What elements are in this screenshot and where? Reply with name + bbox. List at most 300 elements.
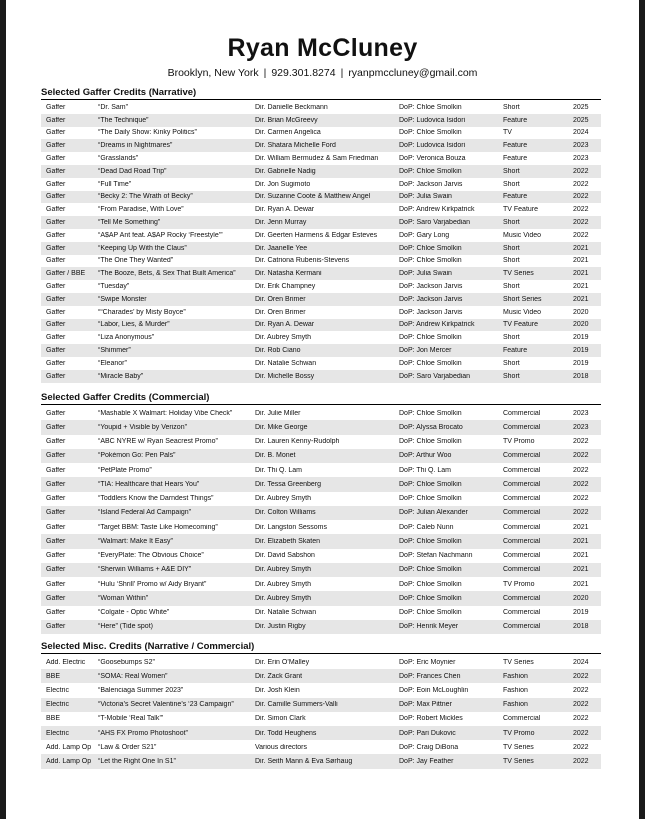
- credit-director: Dir. William Bermudez & Sam Friedman: [255, 155, 379, 163]
- credit-year: 2023: [573, 142, 589, 150]
- credit-type: Feature: [503, 155, 528, 163]
- credit-title: “Shimmer”: [98, 347, 131, 355]
- credit-dop: DoP: Chloe Smolkin: [399, 495, 462, 503]
- credit-director: Dir. Aubrey Smyth: [255, 566, 312, 574]
- credit-type: Short: [503, 372, 520, 380]
- credit-year: 2022: [573, 715, 589, 723]
- credit-year: 2019: [573, 347, 589, 355]
- credit-role: Add. Lamp Op: [46, 743, 92, 751]
- credit-type: TV Promo: [503, 580, 535, 588]
- section-title: Selected Gaffer Credits (Commercial): [41, 392, 601, 405]
- credit-dop: DoP: Chloe Smolkin: [399, 438, 462, 446]
- credit-year: 2022: [573, 757, 589, 765]
- credit-director: Dir. Carmen Angelica: [255, 129, 321, 137]
- credit-dop: DoP: Jackson Jarvis: [399, 180, 463, 188]
- credit-director: Dir. Gabrielle Nadig: [255, 167, 316, 175]
- credit-role: Gaffer: [46, 283, 66, 291]
- credit-type: Feature: [503, 116, 528, 124]
- credits-table: [41, 655, 601, 769]
- credit-title: “Here” (Tide spot): [98, 623, 153, 631]
- credit-year: 2025: [573, 116, 589, 124]
- credit-dop: DoP: Frances Chen: [399, 672, 461, 680]
- table-row: [41, 127, 601, 140]
- credit-year: 2022: [573, 743, 589, 751]
- credit-type: Commercial: [503, 609, 541, 617]
- credit-dop: DoP: Julia Swain: [399, 270, 452, 278]
- table-row: [41, 293, 601, 306]
- credit-director: Dir. Ryan A. Dewar: [255, 321, 315, 329]
- credit-director: Dir. Danielle Beckmann: [255, 103, 328, 111]
- credit-dop: DoP: Andrew Kirkpatrick: [399, 206, 475, 214]
- credit-dop: DoP: Chloe Smolkin: [399, 566, 462, 574]
- credit-type: Commercial: [503, 523, 541, 531]
- table-row: [41, 449, 601, 463]
- table-row: [41, 463, 601, 477]
- credit-type: Commercial: [503, 452, 541, 460]
- credit-title: “Law & Order S21”: [98, 743, 157, 751]
- section-title: Selected Misc. Credits (Narrative / Commercial): [41, 641, 601, 654]
- credit-title: “The One They Wanted”: [98, 257, 174, 265]
- credit-dop: DoP: Jay Feather: [399, 757, 454, 765]
- credit-type: Feature: [503, 347, 528, 355]
- credit-title: “Full Time”: [98, 180, 132, 188]
- credit-dop: DoP: Julian Alexander: [399, 509, 468, 517]
- credit-type: Commercial: [503, 423, 541, 431]
- credit-dop: DoP: Jackson Jarvis: [399, 308, 463, 316]
- credit-role: Gaffer: [46, 231, 66, 239]
- credit-role: Gaffer: [46, 580, 66, 588]
- resume-page: [6, 0, 639, 819]
- section-narrative: [41, 87, 601, 383]
- table-row: [41, 203, 601, 216]
- credit-title: “From Paradise, With Love”: [98, 206, 184, 214]
- credit-title: “The Technique”: [98, 116, 149, 124]
- credit-director: Dir. Langston Sessoms: [255, 523, 327, 531]
- table-row: [41, 683, 601, 697]
- credit-title: “Keeping Up With the Claus”: [98, 244, 187, 252]
- credit-title: “Tuesday”: [98, 283, 130, 291]
- credit-dop: DoP: Chloe Smolkin: [399, 334, 462, 342]
- credit-type: Commercial: [503, 409, 541, 417]
- credit-year: 2022: [573, 438, 589, 446]
- credit-title: “Hulu ‘Shrill’ Promo w/ Aidy Bryant”: [98, 580, 207, 588]
- credit-director: Dir. Michelle Bossy: [255, 372, 315, 380]
- table-row: [41, 406, 601, 420]
- credit-role: Electric: [46, 701, 69, 709]
- credit-title: “Becky 2: The Wrath of Becky”: [98, 193, 193, 201]
- credit-role: Gaffer: [46, 321, 66, 329]
- credit-director: Dir. Oren Brimer: [255, 295, 306, 303]
- credit-role: Gaffer: [46, 347, 66, 355]
- credit-dop: DoP: Chloe Smolkin: [399, 480, 462, 488]
- credit-role: Gaffer: [46, 103, 66, 111]
- location: Brooklyn, New York: [167, 67, 259, 79]
- credits-table: [41, 101, 601, 383]
- credit-role: Gaffer: [46, 257, 66, 265]
- contact-line: [6, 67, 639, 79]
- credit-year: 2022: [573, 167, 589, 175]
- section-misc: [41, 641, 601, 769]
- credit-director: Dir. Erin O’Malley: [255, 658, 310, 666]
- table-row: [41, 344, 601, 357]
- credit-dop: DoP: Pari Dukovic: [399, 729, 456, 737]
- credit-year: 2019: [573, 359, 589, 367]
- credit-type: TV Series: [503, 270, 534, 278]
- credit-title: “Tell Me Something”: [98, 219, 161, 227]
- table-row: [41, 563, 601, 577]
- table-row: [41, 506, 601, 520]
- credit-type: Short: [503, 257, 520, 265]
- credit-type: Commercial: [503, 537, 541, 545]
- credit-year: 2021: [573, 523, 589, 531]
- credit-year: 2022: [573, 231, 589, 239]
- credit-role: Gaffer: [46, 423, 66, 431]
- credit-role: Gaffer: [46, 219, 66, 227]
- credit-title: “Colgate - Optic White”: [98, 609, 170, 617]
- table-row: [41, 477, 601, 491]
- credit-director: Dir. Jaanelle Yee: [255, 244, 308, 252]
- credit-title: “Miracle Baby”: [98, 372, 144, 380]
- credit-year: 2019: [573, 609, 589, 617]
- credit-year: 2022: [573, 206, 589, 214]
- credit-director: Dir. Aubrey Smyth: [255, 495, 312, 503]
- credit-role: Gaffer / BBE: [46, 270, 86, 278]
- credit-director: Dir. Catriona Rubenis-Stevens: [255, 257, 350, 265]
- credit-year: 2022: [573, 729, 589, 737]
- table-row: [41, 357, 601, 370]
- credit-role: Gaffer: [46, 334, 66, 342]
- credit-type: Short: [503, 244, 520, 252]
- table-row: [41, 216, 601, 229]
- separator: |: [340, 67, 344, 79]
- credit-role: Gaffer: [46, 509, 66, 517]
- credit-dop: DoP: Arthur Woo: [399, 452, 452, 460]
- credit-director: Dir. Josh Klein: [255, 686, 300, 694]
- credit-dop: DoP: Caleb Nunn: [399, 523, 454, 531]
- credit-year: 2021: [573, 295, 589, 303]
- table-row: [41, 712, 601, 726]
- credit-dop: DoP: Andrew Kirkpatrick: [399, 321, 475, 329]
- credit-title: “Woman Within”: [98, 594, 149, 602]
- credit-role: Gaffer: [46, 129, 66, 137]
- credit-director: Dir. Todd Heughens: [255, 729, 317, 737]
- separator: |: [263, 67, 267, 79]
- credit-title: “Balenciaga Summer 2023”: [98, 686, 184, 694]
- table-row: [41, 280, 601, 293]
- credit-director: Dir. Erik Champney: [255, 283, 316, 291]
- credit-year: 2020: [573, 594, 589, 602]
- credit-title: “Target BBM: Taste Like Homecoming”: [98, 523, 218, 531]
- credit-dop: DoP: Stefan Nachmann: [399, 552, 473, 560]
- credit-role: Gaffer: [46, 452, 66, 460]
- credit-year: 2020: [573, 321, 589, 329]
- credit-type: Short: [503, 103, 520, 111]
- credit-role: Gaffer: [46, 308, 66, 316]
- credit-dop: DoP: Chloe Smolkin: [399, 580, 462, 588]
- credit-director: Dir. Brian McGreevy: [255, 116, 318, 124]
- credit-title: “Grasslands”: [98, 155, 139, 163]
- credit-year: 2024: [573, 658, 589, 666]
- credit-year: 2022: [573, 466, 589, 474]
- email[interactable]: ryanpmccluney@gmail.com: [348, 67, 478, 79]
- credit-dop: DoP: Veronica Bouza: [399, 155, 466, 163]
- credit-director: Dir. Suzanne Coote & Matthew Angel: [255, 193, 371, 201]
- credit-role: Gaffer: [46, 295, 66, 303]
- credit-role: BBE: [46, 715, 61, 723]
- credit-type: Commercial: [503, 715, 541, 723]
- credit-type: Short: [503, 334, 520, 342]
- credit-year: 2024: [573, 129, 589, 137]
- credit-role: Gaffer: [46, 359, 66, 367]
- credit-year: 2022: [573, 219, 589, 227]
- credit-type: Short: [503, 167, 520, 175]
- credit-role: Gaffer: [46, 116, 66, 124]
- table-row: [41, 606, 601, 620]
- phone: 929.301.8274: [271, 67, 336, 79]
- credit-director: Dir. David Sabshon: [255, 552, 315, 560]
- table-row: [41, 255, 601, 268]
- credit-type: Commercial: [503, 466, 541, 474]
- credit-role: Gaffer: [46, 155, 66, 163]
- resume-name: Ryan McCluney: [227, 34, 418, 62]
- credit-title: “Goosebumps S2”: [98, 658, 155, 666]
- credit-dop: DoP: Chloe Smolkin: [399, 409, 462, 417]
- table-row: [41, 306, 601, 319]
- table-row: [41, 620, 601, 634]
- credit-director: Dir. Natalie Schwan: [255, 609, 317, 617]
- table-row: [41, 435, 601, 449]
- table-row: [41, 754, 601, 768]
- credit-director: Dir. Justin Rigby: [255, 623, 306, 631]
- credit-type: TV Promo: [503, 438, 535, 446]
- credit-year: 2021: [573, 283, 589, 291]
- credit-title: “EveryPlate: The Obvious Choice”: [98, 552, 204, 560]
- credit-year: 2022: [573, 180, 589, 188]
- credit-director: Dir. Camille Summers-Valli: [255, 701, 338, 709]
- credit-year: 2025: [573, 103, 589, 111]
- credit-year: 2018: [573, 623, 589, 631]
- credit-title: “Sherwin Williams + A&E DIY”: [98, 566, 192, 574]
- credit-role: Gaffer: [46, 167, 66, 175]
- table-row: [41, 420, 601, 434]
- credit-year: 2022: [573, 509, 589, 517]
- credit-dop: DoP: Eoin McLoughlin: [399, 686, 469, 694]
- table-row: [41, 319, 601, 332]
- table-row: [41, 229, 601, 242]
- table-row: [41, 101, 601, 114]
- credit-dop: DoP: Thi Q. Lam: [399, 466, 452, 474]
- credit-title: “Island Federal Ad Campaign”: [98, 509, 191, 517]
- credit-title: “Labor, Lies, & Murder”: [98, 321, 170, 329]
- credit-type: TV Series: [503, 743, 534, 751]
- credit-director: Dir. B. Monet: [255, 452, 296, 460]
- credit-type: Short: [503, 180, 520, 188]
- credit-type: Commercial: [503, 509, 541, 517]
- credit-type: Commercial: [503, 623, 541, 631]
- credit-dop: DoP: Jackson Jarvis: [399, 283, 463, 291]
- credit-type: Short Series: [503, 295, 542, 303]
- credit-role: Gaffer: [46, 623, 66, 631]
- table-row: [41, 331, 601, 344]
- credit-title: “Liza Anonymous”: [98, 334, 155, 342]
- credit-role: Gaffer: [46, 566, 66, 574]
- credit-director: Dir. Seith Mann & Eva Sørhaug: [255, 757, 353, 765]
- credit-role: Add. Lamp Op: [46, 757, 92, 765]
- credit-role: BBE: [46, 672, 61, 680]
- credit-title: “PetPlate Promo”: [98, 466, 152, 474]
- credit-director: Dir. Zack Grant: [255, 672, 303, 680]
- credit-year: 2022: [573, 480, 589, 488]
- credit-type: TV Series: [503, 757, 534, 765]
- credit-role: Electric: [46, 686, 69, 694]
- credit-type: Commercial: [503, 480, 541, 488]
- credit-dop: DoP: Jackson Jarvis: [399, 295, 463, 303]
- credit-type: Commercial: [503, 566, 541, 574]
- credit-role: Electric: [46, 729, 69, 737]
- credit-dop: DoP: Robert Mickles: [399, 715, 463, 723]
- table-row: [41, 152, 601, 165]
- credit-title: “ABC NYRE w/ Ryan Seacrest Promo”: [98, 438, 218, 446]
- credits-table: [41, 406, 601, 634]
- credit-type: TV Promo: [503, 729, 535, 737]
- credit-dop: DoP: Craig DiBona: [399, 743, 459, 751]
- credit-role: Gaffer: [46, 594, 66, 602]
- credit-type: Feature: [503, 193, 528, 201]
- credit-title: “Dreams in Nightmares”: [98, 142, 173, 150]
- credit-dop: DoP: Saro Varjabedian: [399, 372, 471, 380]
- credit-dop: DoP: Chloe Smolkin: [399, 167, 462, 175]
- table-row: [41, 267, 601, 280]
- credit-title: “Youpid + Visible by Verizon”: [98, 423, 187, 431]
- credit-director: Dir. Lauren Kenny-Rudolph: [255, 438, 340, 446]
- credit-type: TV: [503, 129, 512, 137]
- table-row: [41, 669, 601, 683]
- credit-dop: DoP: Alyssa Brocato: [399, 423, 463, 431]
- credit-type: Short: [503, 219, 520, 227]
- credit-year: 2020: [573, 308, 589, 316]
- credit-year: 2021: [573, 580, 589, 588]
- credit-year: 2018: [573, 372, 589, 380]
- section-commercial: [41, 392, 601, 634]
- credit-director: Dir. Shatara Michelle Ford: [255, 142, 336, 150]
- credit-director: Dir. Natalie Schwan: [255, 359, 317, 367]
- credit-year: 2022: [573, 686, 589, 694]
- credit-role: Gaffer: [46, 180, 66, 188]
- credit-dop: DoP: Jon Mercer: [399, 347, 452, 355]
- credit-role: Gaffer: [46, 480, 66, 488]
- credit-director: Dir. Jenn Murray: [255, 219, 307, 227]
- table-row: [41, 534, 601, 548]
- credit-title: ““Charades’ by Misty Boyce”: [98, 308, 186, 316]
- credit-year: 2021: [573, 257, 589, 265]
- credit-year: 2022: [573, 701, 589, 709]
- credit-type: Short: [503, 359, 520, 367]
- credit-role: Gaffer: [46, 409, 66, 417]
- credit-title: “T-Mobile ‘Real Talk’”: [98, 715, 164, 723]
- table-row: [41, 242, 601, 255]
- credit-role: Gaffer: [46, 193, 66, 201]
- credit-title: “Swipe Monster: [98, 295, 147, 303]
- table-row: [41, 591, 601, 605]
- credit-title: “Eleanor”: [98, 359, 127, 367]
- credit-director: Various directors: [255, 743, 308, 751]
- credit-type: Commercial: [503, 594, 541, 602]
- credit-dop: DoP: Chloe Smolkin: [399, 359, 462, 367]
- credit-dop: DoP: Chloe Smolkin: [399, 537, 462, 545]
- table-row: [41, 114, 601, 127]
- credit-role: Gaffer: [46, 142, 66, 150]
- section-title: Selected Gaffer Credits (Narrative): [41, 87, 601, 100]
- credit-dop: DoP: Julia Swain: [399, 193, 452, 201]
- credit-type: TV Feature: [503, 206, 539, 214]
- credit-director: Dir. Geerten Harmens & Edgar Esteves: [255, 231, 378, 239]
- credit-director: Dir. Rob Ciano: [255, 347, 301, 355]
- credit-title: “Mashable X Walmart: Holiday Vibe Check”: [98, 409, 233, 417]
- credit-director: Dir. Jon Sugimoto: [255, 180, 311, 188]
- table-row: [41, 178, 601, 191]
- credit-dop: DoP: Chloe Smolkin: [399, 257, 462, 265]
- credit-dop: DoP: Ludovica Isidori: [399, 142, 466, 150]
- credit-role: Gaffer: [46, 244, 66, 252]
- credit-director: Dir. Tessa Greenberg: [255, 480, 322, 488]
- credit-director: Dir. Elizabeth Skaten: [255, 537, 320, 545]
- credit-dop: DoP: Henrik Meyer: [399, 623, 459, 631]
- credit-dop: DoP: Ludovica Isidori: [399, 116, 466, 124]
- credit-type: Commercial: [503, 552, 541, 560]
- credit-year: 2019: [573, 334, 589, 342]
- credit-year: 2022: [573, 452, 589, 460]
- table-row: [41, 520, 601, 534]
- credit-title: “The Booze, Bets, & Sex That Built America”: [98, 270, 236, 278]
- credit-dop: DoP: Gary Long: [399, 231, 450, 239]
- credit-dop: DoP: Chloe Smolkin: [399, 129, 462, 137]
- credit-director: Dir. Thi Q. Lam: [255, 466, 302, 474]
- credit-title: “Dead Dad Road Trip”: [98, 167, 167, 175]
- credit-year: 2023: [573, 423, 589, 431]
- credit-title: “A$AP Ant feat. A$AP Rocky ‘Freestyle’”: [98, 231, 223, 239]
- credit-type: Music Video: [503, 231, 542, 239]
- credit-type: Fashion: [503, 686, 528, 694]
- table-row: [41, 549, 601, 563]
- credit-type: Feature: [503, 142, 528, 150]
- table-row: [41, 698, 601, 712]
- credit-director: Dir. Simon Clark: [255, 715, 306, 723]
- credit-year: 2021: [573, 566, 589, 574]
- credit-role: Gaffer: [46, 552, 66, 560]
- table-row: [41, 577, 601, 591]
- table-row: [41, 370, 601, 383]
- credit-dop: DoP: Eric Moynier: [399, 658, 456, 666]
- credit-director: Dir. Natasha Kermani: [255, 270, 322, 278]
- credit-role: Gaffer: [46, 495, 66, 503]
- credit-title: “SOMA: Real Women”: [98, 672, 168, 680]
- credit-director: Dir. Oren Brimer: [255, 308, 306, 316]
- credit-role: Gaffer: [46, 206, 66, 214]
- credit-title: “The Daily Show: Kinky Politics”: [98, 129, 197, 137]
- credit-type: TV Series: [503, 658, 534, 666]
- credit-type: Music Video: [503, 308, 542, 316]
- credit-type: Short: [503, 283, 520, 291]
- credit-year: 2021: [573, 552, 589, 560]
- table-row: [41, 726, 601, 740]
- table-row: [41, 139, 601, 152]
- credit-year: 2022: [573, 672, 589, 680]
- table-row: [41, 191, 601, 204]
- credit-type: Fashion: [503, 672, 528, 680]
- credit-role: Gaffer: [46, 609, 66, 617]
- credit-role: Gaffer: [46, 523, 66, 531]
- credit-dop: DoP: Saro Varjabedian: [399, 219, 471, 227]
